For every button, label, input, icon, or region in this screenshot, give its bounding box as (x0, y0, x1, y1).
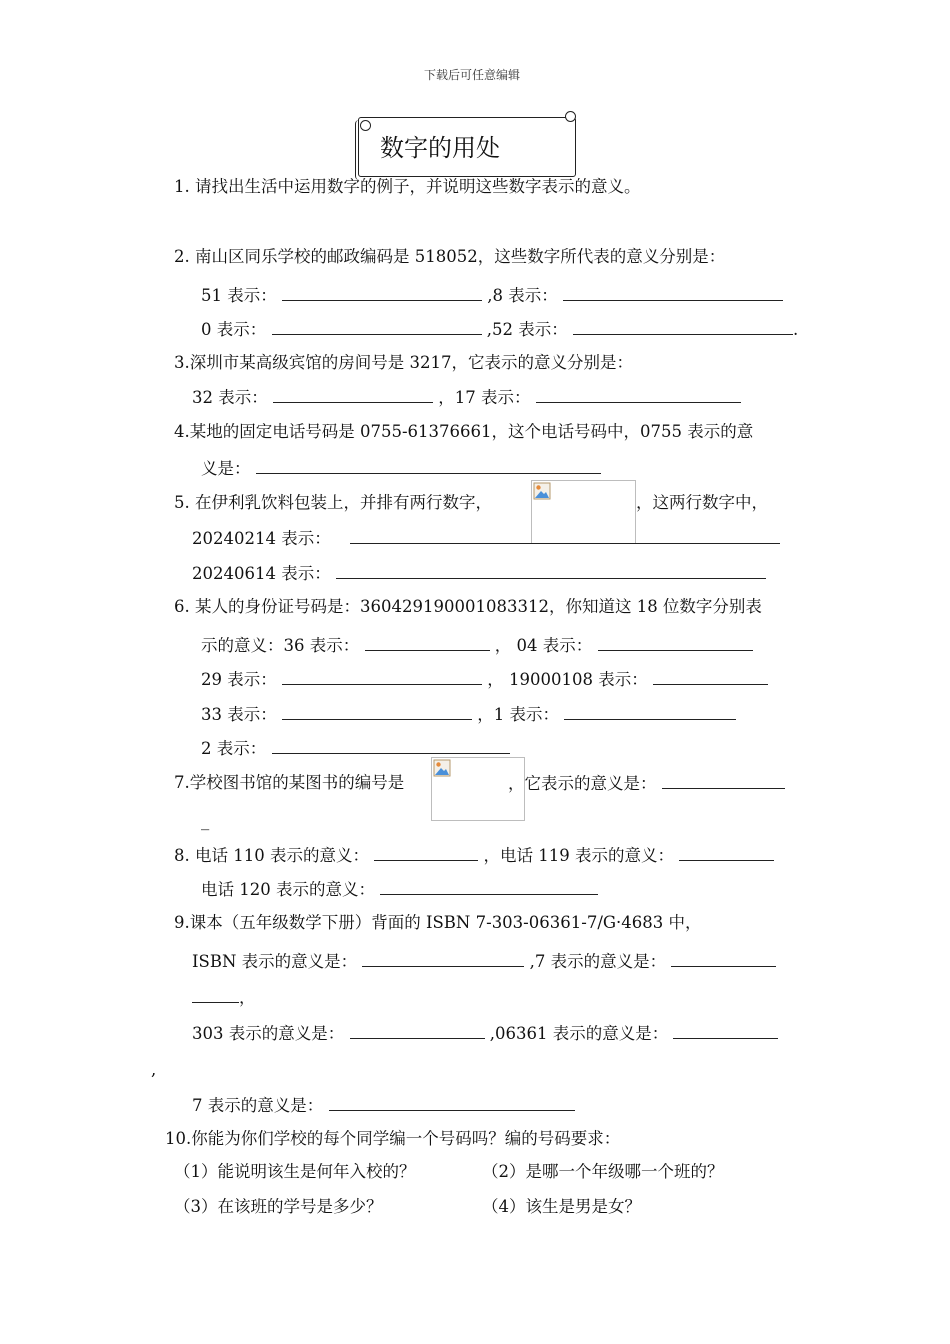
q5-line-1 (192, 528, 780, 549)
q8-line-2 (201, 879, 598, 900)
q2-period: . (793, 320, 799, 339)
q2-line-1 (201, 285, 783, 306)
q6-label-33: 33 表示： (201, 705, 277, 724)
q9-label-303: 303 表示的意义是： (192, 1024, 345, 1043)
q5-label-20240214: 20240214 表示： (192, 529, 331, 548)
page-title: 数字的用处 (380, 134, 500, 162)
q2-line-2 (201, 319, 798, 340)
question-3: 3.深圳市某高级宾馆的房间号是 3217，它表示的意义分别是： (174, 353, 633, 372)
question-1: 1. 请找出生活中运用数字的例子，并说明这些数字表示的意义。 (174, 177, 641, 196)
q7-blank[interactable] (662, 773, 785, 789)
q6-blank-04[interactable] (598, 635, 753, 651)
q9-line-3 (192, 1095, 575, 1116)
q9-label-06361: ,06361 表示的意义是： (489, 1024, 669, 1043)
broken-image-icon (533, 482, 551, 500)
q3-blank-17[interactable] (536, 387, 741, 403)
q10-requirement-2: （2）是哪一个年级哪一个班的？ (482, 1162, 724, 1181)
question-9: 9.课本（五年级数学下册）背面的 ISBN 7-303-06361-7/G·4683 中， (174, 913, 702, 932)
q3-blank-32[interactable] (273, 387, 433, 403)
q2-blank-8[interactable] (563, 285, 783, 301)
q8-blank-119[interactable] (679, 845, 774, 861)
q4-blank[interactable] (256, 458, 601, 474)
q2-label-8: ,8 表示： (487, 286, 558, 305)
q6-blank-36[interactable] (365, 635, 490, 651)
q6-label-04: ， 04 表示： (494, 636, 593, 655)
q9-blank-303[interactable] (350, 1023, 485, 1039)
q9-label-isbn: ISBN 表示的意义是： (192, 952, 358, 971)
broken-image-icon (433, 759, 451, 777)
q9-label-7b: 7 表示的意义是： (192, 1096, 324, 1115)
scroll-curl-top-left (360, 120, 371, 131)
q9-comma-2: , (151, 1060, 157, 1079)
q10-requirement-3: （3）在该班的学号是多少？ (174, 1197, 383, 1216)
q9-line-1 (192, 951, 776, 972)
question-7-part-a: 7.学校图书馆的某图书的编号是 (174, 773, 405, 792)
q9-comma-1: ， (239, 988, 256, 1007)
question-5-part-a: 5. 在伊利乳饮料包装上，并排有两行数字， (174, 493, 492, 512)
question-2: 2. 南山区同乐学校的邮政编码是 518052，这些数字所代表的意义分别是： (174, 247, 726, 266)
q7-continuation: _ (201, 811, 210, 830)
q9-blank-isbn[interactable] (362, 951, 524, 967)
q6-line-1 (201, 635, 753, 656)
q2-blank-0[interactable] (272, 319, 482, 335)
q4-line-1 (201, 458, 601, 479)
q6-blank-1[interactable] (564, 704, 736, 720)
q6-line-3 (201, 704, 736, 725)
q6-label-2: 2 表示： (201, 739, 267, 758)
q3-line-1 (192, 387, 741, 408)
q6-blank-33[interactable] (282, 704, 472, 720)
q6-line-2 (201, 669, 768, 690)
q3-label-32: 32 表示： (192, 388, 268, 407)
q2-label-51: 51 表示： (201, 286, 277, 305)
q10-requirement-1: （1）能说明该生是何年入校的？ (174, 1162, 416, 1181)
q9-label-7: ,7 表示的意义是： (529, 952, 667, 971)
q8-blank-110[interactable] (374, 845, 478, 861)
q7-line-1 (508, 773, 785, 794)
q8-label-110: 8. 电话 110 表示的意义： (174, 846, 369, 865)
question-5-part-b: ，这两行数字中， (636, 493, 768, 512)
q2-label-52: ,52 表示： (486, 320, 568, 339)
q2-blank-52[interactable] (573, 319, 793, 335)
q9-line-1-cont (192, 987, 256, 1008)
question-4: 4.某地的固定电话号码是 0755-61376661，这个电话号码中，0755 表示的意 (174, 422, 754, 441)
q8-label-120: 电话 120 表示的意义： (201, 880, 375, 899)
q6-line-4 (201, 738, 510, 759)
q9-blank-7-cont[interactable] (192, 987, 239, 1003)
q2-label-0: 0 表示： (201, 320, 267, 339)
question-6: 6. 某人的身份证号码是：360429190001083312，你知道这 18 位数字分别表 (174, 597, 762, 616)
q4-label: 义是： (201, 459, 251, 478)
q5-blank-1[interactable] (350, 528, 780, 544)
page-header: 下载后可任意编辑 (424, 68, 521, 82)
q6-blank-19000108[interactable] (653, 669, 768, 685)
q6-label-29: 29 表示： (201, 670, 277, 689)
q5-blank-2[interactable] (336, 563, 766, 579)
q6-label-19000108: ， 19000108 表示： (487, 670, 648, 689)
q5-label-20240614: 20240614 表示： (192, 564, 331, 583)
q8-blank-120[interactable] (380, 879, 598, 895)
q10-requirement-4: （4）该生是男是女？ (482, 1197, 641, 1216)
q6-label-1: ，1 表示： (477, 705, 559, 724)
scroll-curl-top-right (565, 111, 576, 122)
q6-label-36: 示的意义：36 表示： (201, 636, 360, 655)
question-7-part-b: ，它表示的意义是： (508, 774, 657, 793)
q3-label-17: ，17 表示： (438, 388, 531, 407)
q5-line-2 (192, 563, 766, 584)
q8-line-1 (174, 845, 774, 866)
q2-blank-51[interactable] (282, 285, 482, 301)
q9-line-2 (192, 1023, 778, 1044)
q6-blank-29[interactable] (282, 669, 482, 685)
q9-blank-7b[interactable] (329, 1095, 575, 1111)
q9-blank-06361[interactable] (673, 1023, 778, 1039)
question-10: 10.你能为你们学校的每个同学编一个号码吗？编的号码要求： (165, 1129, 621, 1148)
q9-blank-7[interactable] (671, 951, 776, 967)
q8-label-119: ，电话 119 表示的意义： (483, 846, 674, 865)
q6-blank-2[interactable] (272, 738, 510, 754)
